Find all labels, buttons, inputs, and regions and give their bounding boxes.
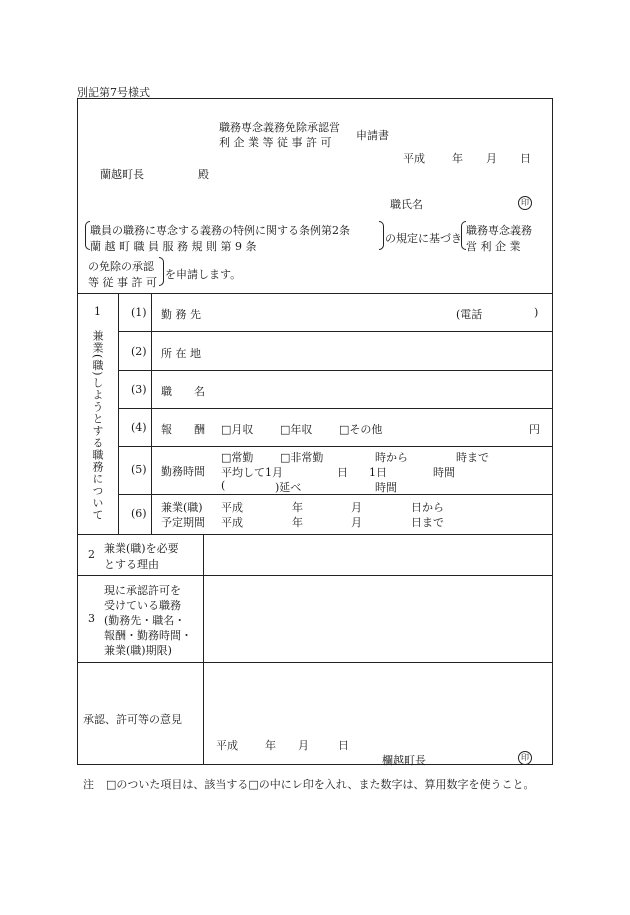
row6-era-to: 平成 bbox=[221, 516, 243, 529]
right-brace bbox=[379, 221, 384, 250]
row5-day: 日 bbox=[337, 466, 348, 479]
row3-label: 職 名 bbox=[161, 385, 205, 398]
section3-line4: 報酬・勤務時間・ bbox=[104, 629, 192, 642]
section1-label: 兼業(職)しようとする職務について bbox=[91, 330, 104, 521]
row5-paren-open: ( bbox=[221, 479, 226, 492]
request-line-b: 等 従 事 許 可 bbox=[88, 276, 157, 289]
row6-number: (6) bbox=[131, 507, 147, 520]
approval-seal-mark: 印 bbox=[518, 751, 532, 765]
basis-mid: の規定に基づき bbox=[385, 232, 462, 245]
row6-day-to: 日まで bbox=[411, 516, 444, 529]
purpose-line2: 営 利 企 業 bbox=[466, 240, 521, 253]
row1-label: 勤 務 先 bbox=[161, 308, 201, 321]
row5-average: 平均して1月 bbox=[221, 466, 283, 479]
form-number: 別記第7号様式 bbox=[77, 86, 150, 99]
section3-number: 3 bbox=[88, 612, 95, 625]
divider bbox=[118, 408, 553, 409]
section3-line3: (勤務先・職名・ bbox=[104, 614, 186, 627]
form-title-suffix: 申請書 bbox=[356, 129, 389, 142]
footnote bbox=[83, 775, 553, 794]
approval-label: 承認、許可等の意見 bbox=[83, 713, 182, 726]
purpose-line1: 職務専念義務 bbox=[466, 224, 532, 237]
approval-day: 日 bbox=[338, 739, 349, 752]
divider bbox=[118, 331, 553, 332]
divider bbox=[203, 534, 204, 765]
row4-label: 報 酬 bbox=[161, 423, 205, 436]
row5-hour-total: 時間 bbox=[375, 481, 397, 494]
row6-day-from: 日から bbox=[411, 501, 444, 514]
divider bbox=[77, 662, 553, 663]
honorific: 殿 bbox=[198, 168, 209, 181]
divider bbox=[118, 293, 119, 534]
row5-hour: 時間 bbox=[433, 466, 455, 479]
row2-number: (2) bbox=[131, 345, 147, 358]
row2-label: 所 在 地 bbox=[161, 347, 201, 360]
date-era: 平成 bbox=[403, 152, 425, 165]
row4-number: (4) bbox=[131, 421, 147, 434]
row6-month-to: 月 bbox=[351, 516, 362, 529]
row1-phone: (電話 bbox=[456, 308, 483, 321]
section2-label2: とする理由 bbox=[104, 558, 159, 571]
row4-option-yearly[interactable]: □年収 bbox=[280, 423, 313, 436]
applicant-label: 職氏名 bbox=[390, 198, 423, 211]
row6-label2: 予定期間 bbox=[161, 516, 205, 529]
row5-to: 時まで bbox=[456, 451, 489, 464]
row6-year-from: 年 bbox=[292, 501, 303, 514]
divider bbox=[77, 293, 553, 294]
divider bbox=[151, 293, 152, 534]
row1-number: (1) bbox=[131, 306, 147, 319]
section3-line5: 兼業(職)期限) bbox=[104, 644, 172, 657]
row4-option-monthly[interactable]: □月収 bbox=[221, 423, 254, 436]
date-month: 月 bbox=[486, 152, 497, 165]
basis-line1: 職員の職務に専念する義務の特例に関する条例第2条 bbox=[90, 224, 350, 237]
basis-line2: 蘭 越 町 職 員 服 務 規 則 第 9 条 bbox=[90, 240, 257, 253]
date-day: 日 bbox=[520, 152, 531, 165]
divider bbox=[77, 534, 553, 535]
section3-line2: 受けている職務 bbox=[104, 599, 181, 612]
row5-option-fulltime[interactable]: □常勤 bbox=[221, 451, 254, 464]
row6-era-from: 平成 bbox=[221, 501, 243, 514]
footnote-prefix: 注 bbox=[83, 778, 94, 791]
row6-month-from: 月 bbox=[351, 501, 362, 514]
form-title-line1: 職務専念義務免除承認営 bbox=[219, 121, 340, 134]
row6-label1: 兼業(職) bbox=[161, 501, 203, 514]
row5-oneday: 1日 bbox=[369, 466, 387, 479]
row4-unit: 円 bbox=[529, 423, 540, 436]
row5-option-parttime[interactable]: □非常勤 bbox=[280, 451, 324, 464]
divider bbox=[118, 446, 553, 447]
application-form bbox=[77, 98, 553, 765]
row4-option-other[interactable]: □その他 bbox=[339, 423, 383, 436]
row1-phone-close: ) bbox=[534, 306, 539, 319]
seal-mark: 印 bbox=[518, 196, 532, 210]
approval-year: 年 bbox=[265, 739, 276, 752]
divider bbox=[118, 370, 553, 371]
request-line-a: の免除の承認 bbox=[88, 260, 154, 273]
row5-number: (5) bbox=[131, 463, 147, 476]
section1-number: 1 bbox=[94, 305, 101, 318]
row5-paren-total: )延べ bbox=[275, 481, 302, 494]
divider bbox=[118, 494, 553, 495]
row6-year-to: 年 bbox=[292, 516, 303, 529]
section2-label1: 兼業(職)を必要 bbox=[104, 542, 179, 555]
approval-era: 平成 bbox=[216, 739, 238, 752]
divider bbox=[77, 575, 553, 576]
addressee: 蘭越町長 bbox=[100, 168, 144, 181]
row5-from: 時から bbox=[375, 451, 408, 464]
approval-signer: 欄越町長 bbox=[382, 754, 426, 767]
row3-number: (3) bbox=[131, 383, 147, 396]
form-title-line2: 利 企 業 等 従 事 許 可 bbox=[219, 136, 332, 149]
approval-month: 月 bbox=[298, 739, 309, 752]
right-brace bbox=[159, 257, 164, 286]
date-year: 年 bbox=[452, 152, 463, 165]
footnote-text: □のついた項目は、該当する□の中にレ印を入れ、また数字は、算用数字を使うこと。 bbox=[106, 778, 535, 791]
section2-number: 2 bbox=[88, 548, 95, 561]
row5-label: 勤務時間 bbox=[161, 465, 205, 478]
section3-line1: 現に承認許可を bbox=[104, 584, 181, 597]
request-line-c: を申請します。 bbox=[165, 268, 242, 281]
